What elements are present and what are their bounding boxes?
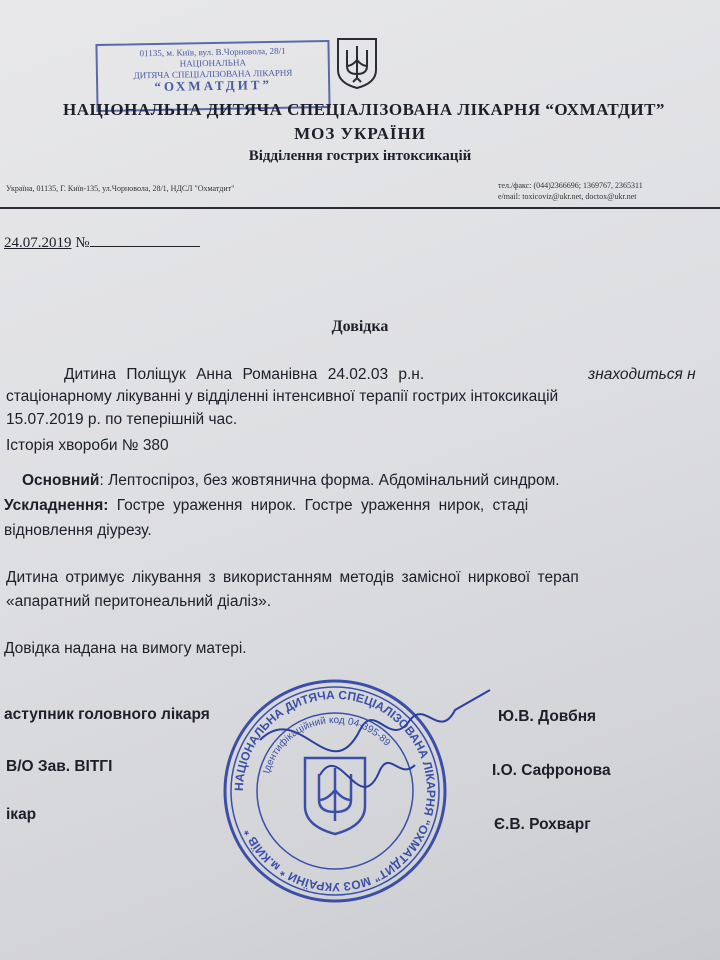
main-diagnosis-label: Основний [22,472,100,489]
document-title: Довідка [331,318,389,335]
document-date-line [4,232,200,252]
stamp-address: 01135, м. Київ, вул. В.Чорновола, 28/1 [139,45,286,59]
stamp-org-line1: НАЦІОНАЛЬНА [179,57,246,69]
body-line-7: відновлення діурезу. [4,522,152,539]
main-diagnosis [22,472,560,490]
department-name: Відділення гострих інтоксикацій [248,148,472,164]
body-line-1: Дитина Поліщук Анна Романівна 24.02.03 р.н. [64,366,425,383]
seal-ring-text: НАЦІОНАЛЬНА ДИТЯЧА СПЕЦІАЛІЗОВАНА ЛІКАРНЯ “ОХМАТДИТ” МОЗ УКРАЇНИ * м.КИЇВ * [231,687,439,895]
complications-text: Гостре ураження нирок. Гостре ураження нирок, стаді [108,497,529,514]
contact-email: e/mail: toxicoviz@ukr.net, doctox@ukr.net [498,192,637,201]
hospital-name: НАЦІОНАЛЬНА ДИТЯЧА СПЕЦІАЛІЗОВАНА ЛІКАРНЯ “ОХМАТДИТ” [63,100,665,119]
hospital-address: Україна, 01135, Г. Київ-135, ул.Чорновола, 28/1, НДСЛ "Охматдит" [6,184,235,193]
signer-name-2: І.О. Сафронова [492,762,611,779]
complications-label: Ускладнення: [4,497,109,514]
contacts [498,180,643,202]
case-history-number: Історія хвороби № 380 [6,437,169,454]
body-line-8: Дитина отримує лікування з використанням методів замісної ниркової терап [6,569,579,586]
stamp-org-name: “ОХМАТДИТ” [154,76,273,95]
document-number-blank [90,232,200,247]
seal-inner-text: Ідентифікаційний код 04-395-89 [261,714,393,775]
signer-role-1: аступник головного лікаря [4,706,210,723]
body-line-2: стаціонарному лікуванні у відділенні інтенсивної терапії гострих інтоксикацій [6,388,559,405]
stamp-org-line2: ДИТЯЧА СПЕЦІАЛІЗОВАНА ЛІКАРНЯ [133,67,293,81]
document-date: 24.07.2019 [4,235,72,251]
main-diagnosis-text: : Лептоспіроз, без жовтянична форма. Абдомінальний синдром. [99,472,560,489]
trident-coat-of-arms-icon [335,36,379,90]
signer-name-3: Є.В. Рохварг [494,816,591,833]
contact-phone: тел./факс: (044)2366696; 1369767, 2365311 [498,181,643,190]
signer-role-2: В/О Зав. ВІТГІ [6,758,113,775]
ministry-name: МОЗ УКРАЇНИ [294,124,426,143]
body-line-10: Довідка надана на вимогу матері. [4,640,247,657]
complications [4,497,528,515]
document-number-sign: № [75,235,90,251]
header-divider [0,207,720,209]
body-line-3: 15.07.2019 р. по теперішній час. [6,411,238,428]
signer-role-3: ікар [6,806,37,823]
body-line-1-end: знаходиться н [588,366,696,383]
signer-name-1: Ю.В. Довбня [498,708,597,725]
body-line-9: «апаратний перитонеальний діаліз». [6,593,272,610]
handwritten-signature [240,680,500,840]
